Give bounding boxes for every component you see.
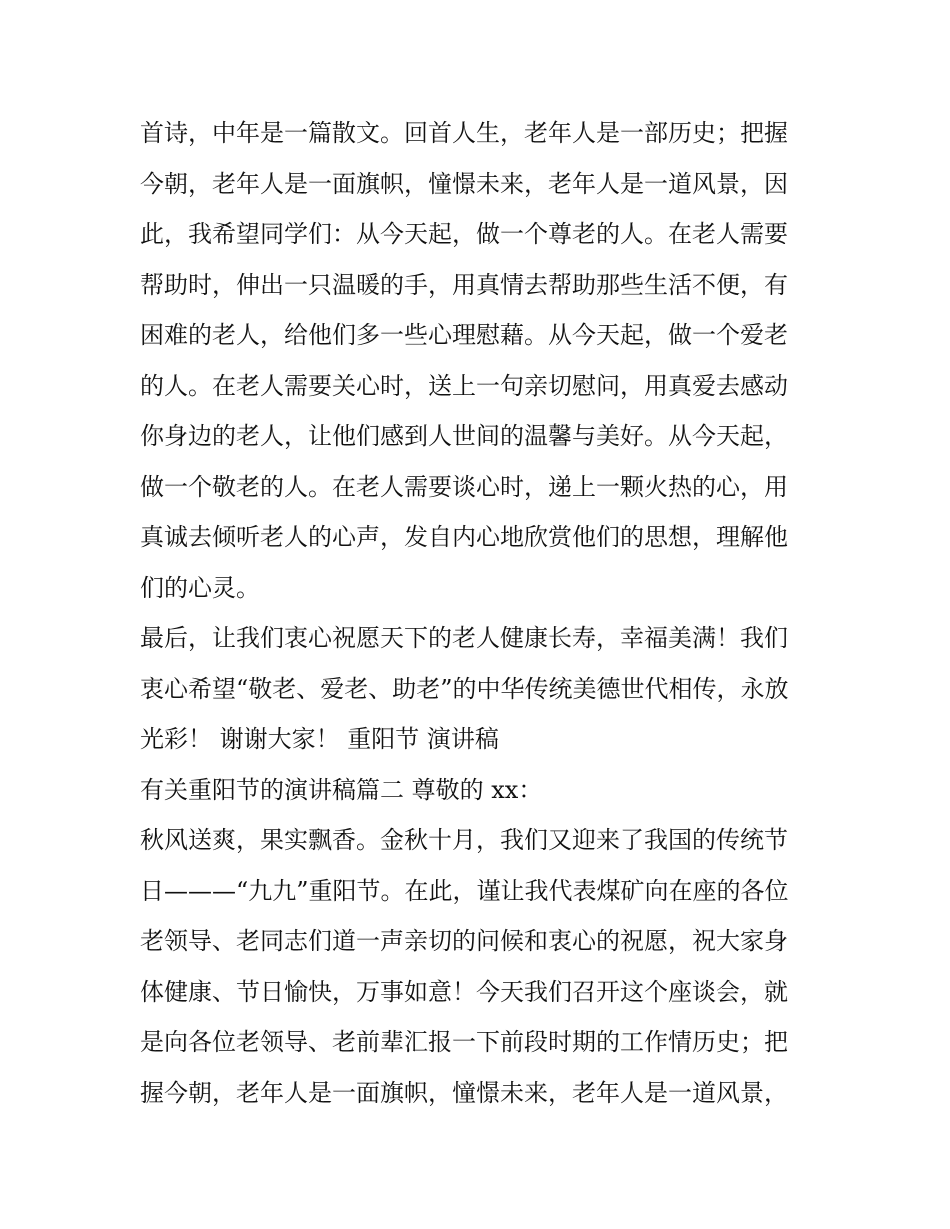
text-line: 今朝，老年人是一面旗帜，憧憬未来，老年人是一道风景，因: [140, 169, 788, 198]
text-line: 真诚去倾听老人的心声，发自内心地欣赏他们的思想，理解他: [140, 523, 788, 551]
text-line: 是向各位老领导、老前辈汇报一下前段时期的工作情历史；把: [140, 1028, 788, 1056]
text-line: 你身边的老人，让他们感到人世间的温馨与美好。从今天起，: [140, 422, 788, 450]
text-line: 困难的老人，给他们多一些心理慰藉。从今天起，做一个爱老: [140, 321, 788, 349]
text-line: 此，我希望同学们：从今天起，做一个尊老的人。在老人需要: [140, 220, 788, 248]
text-line: 们的心灵。: [140, 573, 260, 602]
text-line: 体健康、节日愉快，万事如意！今天我们召开这个座谈会，就: [140, 977, 788, 1006]
text-line: 光彩！ 谢谢大家！ 重阳节 演讲稿: [140, 725, 499, 753]
document-body: [140, 108, 820, 1118]
section-heading: 有关重阳节的演讲稿篇二 尊敬的 xx：: [140, 775, 543, 804]
text-line: 首诗，中年是一篇散文。回首人生，老年人是一部历史；把握: [140, 119, 788, 147]
text-line: 日———“九九”重阳节。在此，谨让我代表煤矿向在座的各位: [140, 876, 789, 905]
text-line: 秋风送爽，果实飘香。金秋十月，我们又迎来了我国的传统节: [140, 826, 788, 854]
text-line: 做一个敬老的人。在老人需要谈心时，递上一颗火热的心，用: [140, 472, 788, 501]
text-line: 的人。在老人需要关心时，送上一句亲切慰问，用真爱去感动: [140, 371, 788, 400]
text-line: 帮助时，伸出一只温暖的手，用真情去帮助那些生活不便，有: [140, 270, 788, 299]
text-line: 老领导、老同志们道一声亲切的问候和衷心的祝愿，祝大家身: [140, 927, 788, 955]
text-line: 最后，让我们衷心祝愿天下的老人健康长寿，幸福美满！我们: [140, 624, 788, 652]
text-line: 衷心希望“敬老、爱老、助老”的中华传统美德世代相传，永放: [140, 674, 789, 703]
text-line: 握今朝，老年人是一面旗帜，憧憬未来，老年人是一道风景，: [140, 1078, 788, 1107]
